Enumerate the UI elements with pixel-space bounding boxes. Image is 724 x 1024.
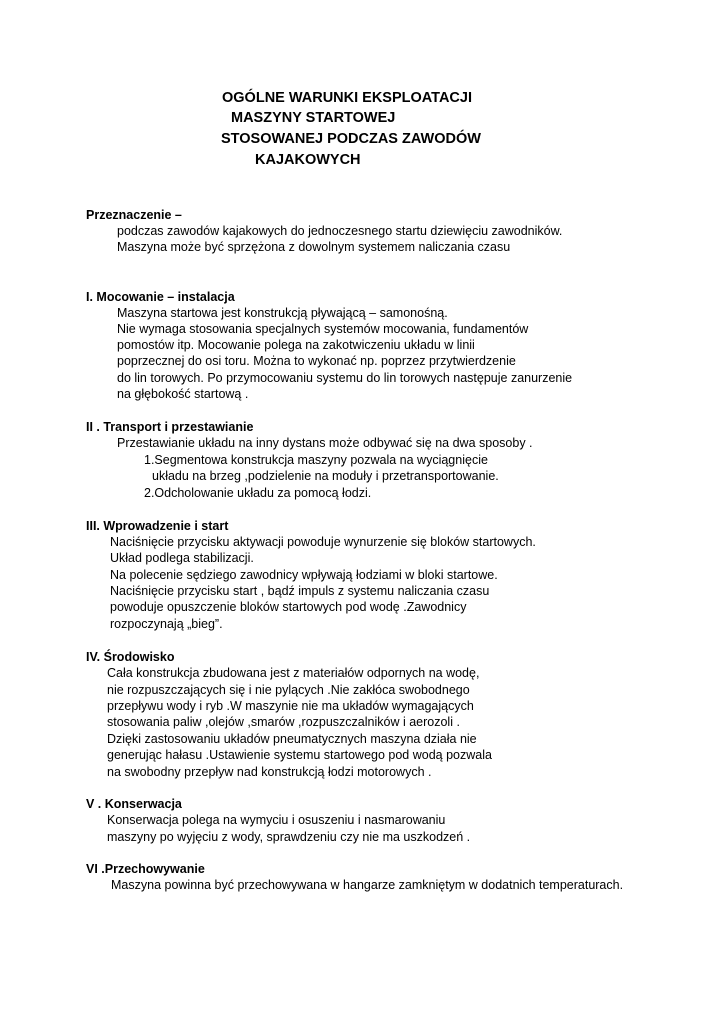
- section-maintenance-line: maszyny po wyjęciu z wody, sprawdzeniu czy nie ma uszkodzeń .: [107, 830, 471, 844]
- section-environment-line: na swobodny przepływ nad konstrukcją łodzi motorowych .: [107, 765, 432, 779]
- section-start-line: Na polecenie sędziego zawodnicy wpływają łodziami w bloki startowe.: [110, 568, 498, 582]
- section-environment-line: przepływu wody i ryb .W maszynie nie ma układów wymagających: [107, 699, 474, 713]
- title-line-4: KAJAKOWYCH: [255, 152, 361, 168]
- section-heading-storage: VI .Przechowywanie: [86, 862, 205, 876]
- section-start-line: rozpoczynają „bieg”.: [110, 617, 223, 631]
- section-maintenance-line: Konserwacja polega na wymyciu i osuszeniu i nasmarowaniu: [107, 813, 446, 827]
- section-storage-line: Maszyna powinna być przechowywana w hangarze zamkniętym w dodatnich temperaturach.: [111, 878, 624, 892]
- section-transport-line: 2.Odcholowanie układu za pomocą łodzi.: [144, 486, 372, 500]
- section-mounting-line: pomostów itp. Mocowanie polega na zakotwiczeniu układu w linii: [117, 338, 475, 352]
- section-start-line: powoduje opuszczenie bloków startowych pod wodę .Zawodnicy: [110, 600, 467, 614]
- section-heading-maintenance: V . Konserwacja: [86, 797, 182, 811]
- section-mounting-line: do lin torowych. Po przymocowaniu systemu do lin torowych następuje zanurzenie: [117, 371, 573, 385]
- section-start-line: Naciśnięcie przycisku start , bądź impuls z systemu naliczania czasu: [110, 584, 490, 598]
- section-start-line: Naciśnięcie przycisku aktywacji powoduje wynurzenie się bloków startowych.: [110, 535, 536, 549]
- section-transport-line: układu na brzeg ,podzielenie na moduły i przetransportowanie.: [152, 469, 499, 483]
- section-purpose-line: Maszyna może być sprzężona z dowolnym systemem naliczania czasu: [117, 240, 511, 254]
- section-heading-start: III. Wprowadzenie i start: [86, 519, 229, 533]
- section-purpose-line: podczas zawodów kajakowych do jednoczesnego startu dziewięciu zawodników.: [117, 224, 563, 238]
- section-heading-environment: IV. Środowisko: [86, 650, 175, 664]
- title-line-3: STOSOWANEJ PODCZAS ZAWODÓW: [221, 131, 481, 147]
- title-line-2: MASZYNY STARTOWEJ: [231, 110, 396, 126]
- section-environment-line: generując hałasu .Ustawienie systemu startowego pod wodą pozwala: [107, 748, 492, 762]
- section-heading-mounting: I. Mocowanie – instalacja: [86, 290, 235, 304]
- section-environment-line: stosowania paliw ,olejów ,smarów ,rozpuszczalników i aerozoli .: [107, 715, 460, 729]
- section-transport-line: Przestawianie układu na inny dystans może odbywać się na dwa sposoby .: [117, 436, 533, 450]
- section-mounting-line: na głębokość startową .: [117, 387, 249, 401]
- section-mounting-line: Nie wymaga stosowania specjalnych systemów mocowania, fundamentów: [117, 322, 529, 336]
- section-heading-purpose: Przeznaczenie –: [86, 208, 182, 222]
- title-line-1: OGÓLNE WARUNKI EKSPLOATACJI: [222, 90, 472, 106]
- section-transport-line: 1.Segmentowa konstrukcja maszyny pozwala na wyciągnięcie: [144, 453, 488, 467]
- section-start-line: Układ podlega stabilizacji.: [110, 551, 254, 565]
- section-mounting-line: poprzecznej do osi toru. Można to wykonać np. poprzez przytwierdzenie: [117, 354, 516, 368]
- section-heading-transport: II . Transport i przestawianie: [86, 420, 254, 434]
- section-environment-line: nie rozpuszczających się i nie pylących .Nie zakłóca swobodnego: [107, 683, 470, 697]
- section-environment-line: Dzięki zastosowaniu układów pneumatycznych maszyna działa nie: [107, 732, 477, 746]
- section-environment-line: Cała konstrukcja zbudowana jest z materiałów odpornych na wodę,: [107, 666, 480, 680]
- section-mounting-line: Maszyna startowa jest konstrukcją pływającą – samonośną.: [117, 306, 448, 320]
